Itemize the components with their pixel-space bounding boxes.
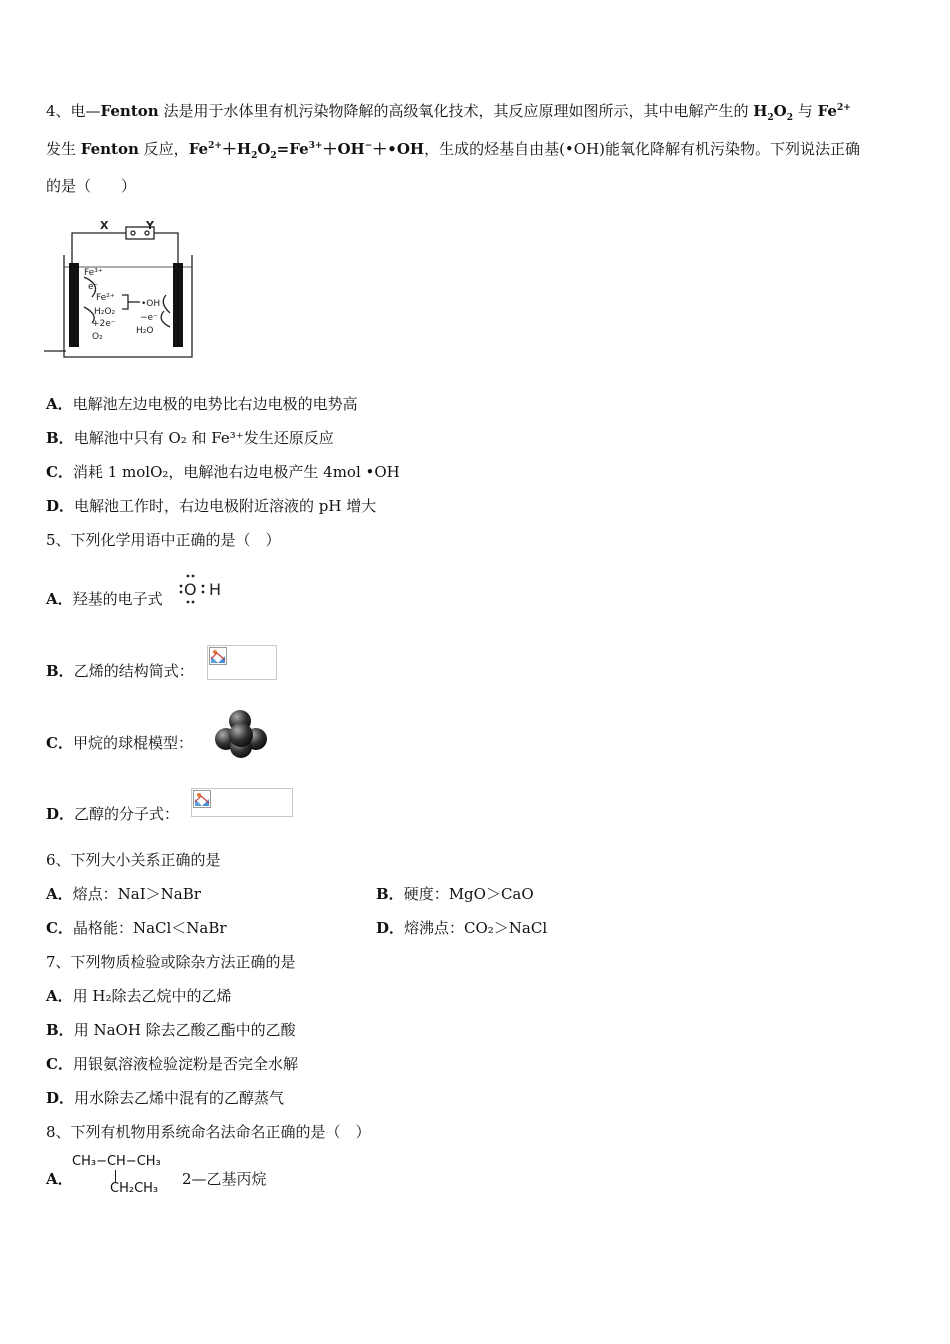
q4-stem-line1: 4、电—Fenton 法是用于水体里有机污染物降解的高级氧化技术，其反应原理如图所示，其中电解产生的 $H_2O_2$ 与 $Fe^{2+}$ [46,102,851,123]
electrolysis-diagram [44,215,196,365]
broken-image-placeholder [207,645,277,680]
q4-option-a[interactable]: A．电解池左边电极的电势比右边电极的电势高 [46,395,358,413]
q4-option-d[interactable]: D．电解池工作时，右边电极附近溶液的 pH 增大 [46,497,377,515]
q5-option-d[interactable]: D．乙醇的分子式： [46,805,180,823]
q5-option-c[interactable]: C．甲烷的球棍模型： [46,734,193,752]
label-x: X [100,219,109,232]
label-e2: +2e⁻ [92,319,116,329]
q4-option-b[interactable]: B．电解池中只有 O₂ 和 Fe³⁺发生还原反应 [46,429,334,447]
q8-structure [72,1154,182,1198]
q6-option-a[interactable]: A．熔点：NaI＞NaBr [46,885,201,903]
q4-option-c[interactable]: C．消耗 1 molO₂，电解池右边电极产生 4mol •OH [46,463,400,481]
q8-stem: 8、下列有机物用系统命名法命名正确的是（ ） [46,1123,371,1141]
q8-structure-bottom: CH₂CH₃ [110,1181,159,1196]
q7-option-b[interactable]: B．用 NaOH 除去乙酸乙酯中的乙酸 [46,1021,296,1039]
methane-ball-model [214,709,270,759]
q6-stem: 6、下列大小关系正确的是 [46,851,221,869]
q5-option-b[interactable]: B．乙烯的结构简式： [46,662,194,680]
right-electrode [173,263,183,347]
broken-image-placeholder-2 [191,788,293,817]
q8-option-a-label[interactable]: A． [46,1170,73,1188]
q6-option-b[interactable]: B．硬度：MgO＞CaO [376,885,534,903]
label-y: Y [146,219,154,232]
q5-stem: 5、下列化学用语中正确的是（ ） [46,531,281,549]
label-fe2: Fe²⁺ [96,293,115,303]
label-e1: e⁻ [88,282,99,292]
broken-image-icon [209,647,227,665]
q7-option-d[interactable]: D．用水除去乙烯中混有的乙醇蒸气 [46,1089,285,1107]
label-h2o2: H₂O₂ [94,307,116,317]
label-e3: −e⁻ [140,313,158,323]
left-electrode [69,263,79,347]
q6-option-d[interactable]: D．熔沸点：CO₂＞NaCl [376,919,548,937]
q7-option-c[interactable]: C．用银氨溶液检验淀粉是否完全水解 [46,1055,298,1073]
hydroxyl-electron-formula [178,573,230,605]
label-o2: O₂ [92,332,103,342]
q7-stem: 7、下列物质检验或除杂方法正确的是 [46,953,296,971]
q8-structure-top: CH₃−CH−CH₃ [72,1154,161,1169]
label-fe3: Fe³⁺ [84,268,103,278]
q4-stem-line3: 的是（ ） [46,177,137,195]
svg-text:O: O [184,580,197,599]
q6-option-c[interactable]: C．晶格能：NaCl＜NaBr [46,919,227,937]
q8-option-a-text: 2—乙基丙烷 [182,1170,267,1188]
label-oh: •OH [141,299,161,309]
q7-option-a[interactable]: A．用 H₂除去乙烷中的乙烯 [46,987,232,1005]
label-h2o: H₂O [136,326,154,336]
svg-text:H: H [209,580,222,599]
q4-stem-line2: 发生 Fenton 反应，$Fe^{2+}+H_2O_2=Fe^{3+}+OH^-+•OH$，生成的烃基自由基(•OH)能氧化降解有机污染物。下列说法正确 [46,140,860,161]
broken-image-icon [193,790,211,808]
q5-option-a[interactable]: A．羟基的电子式 [46,590,163,608]
